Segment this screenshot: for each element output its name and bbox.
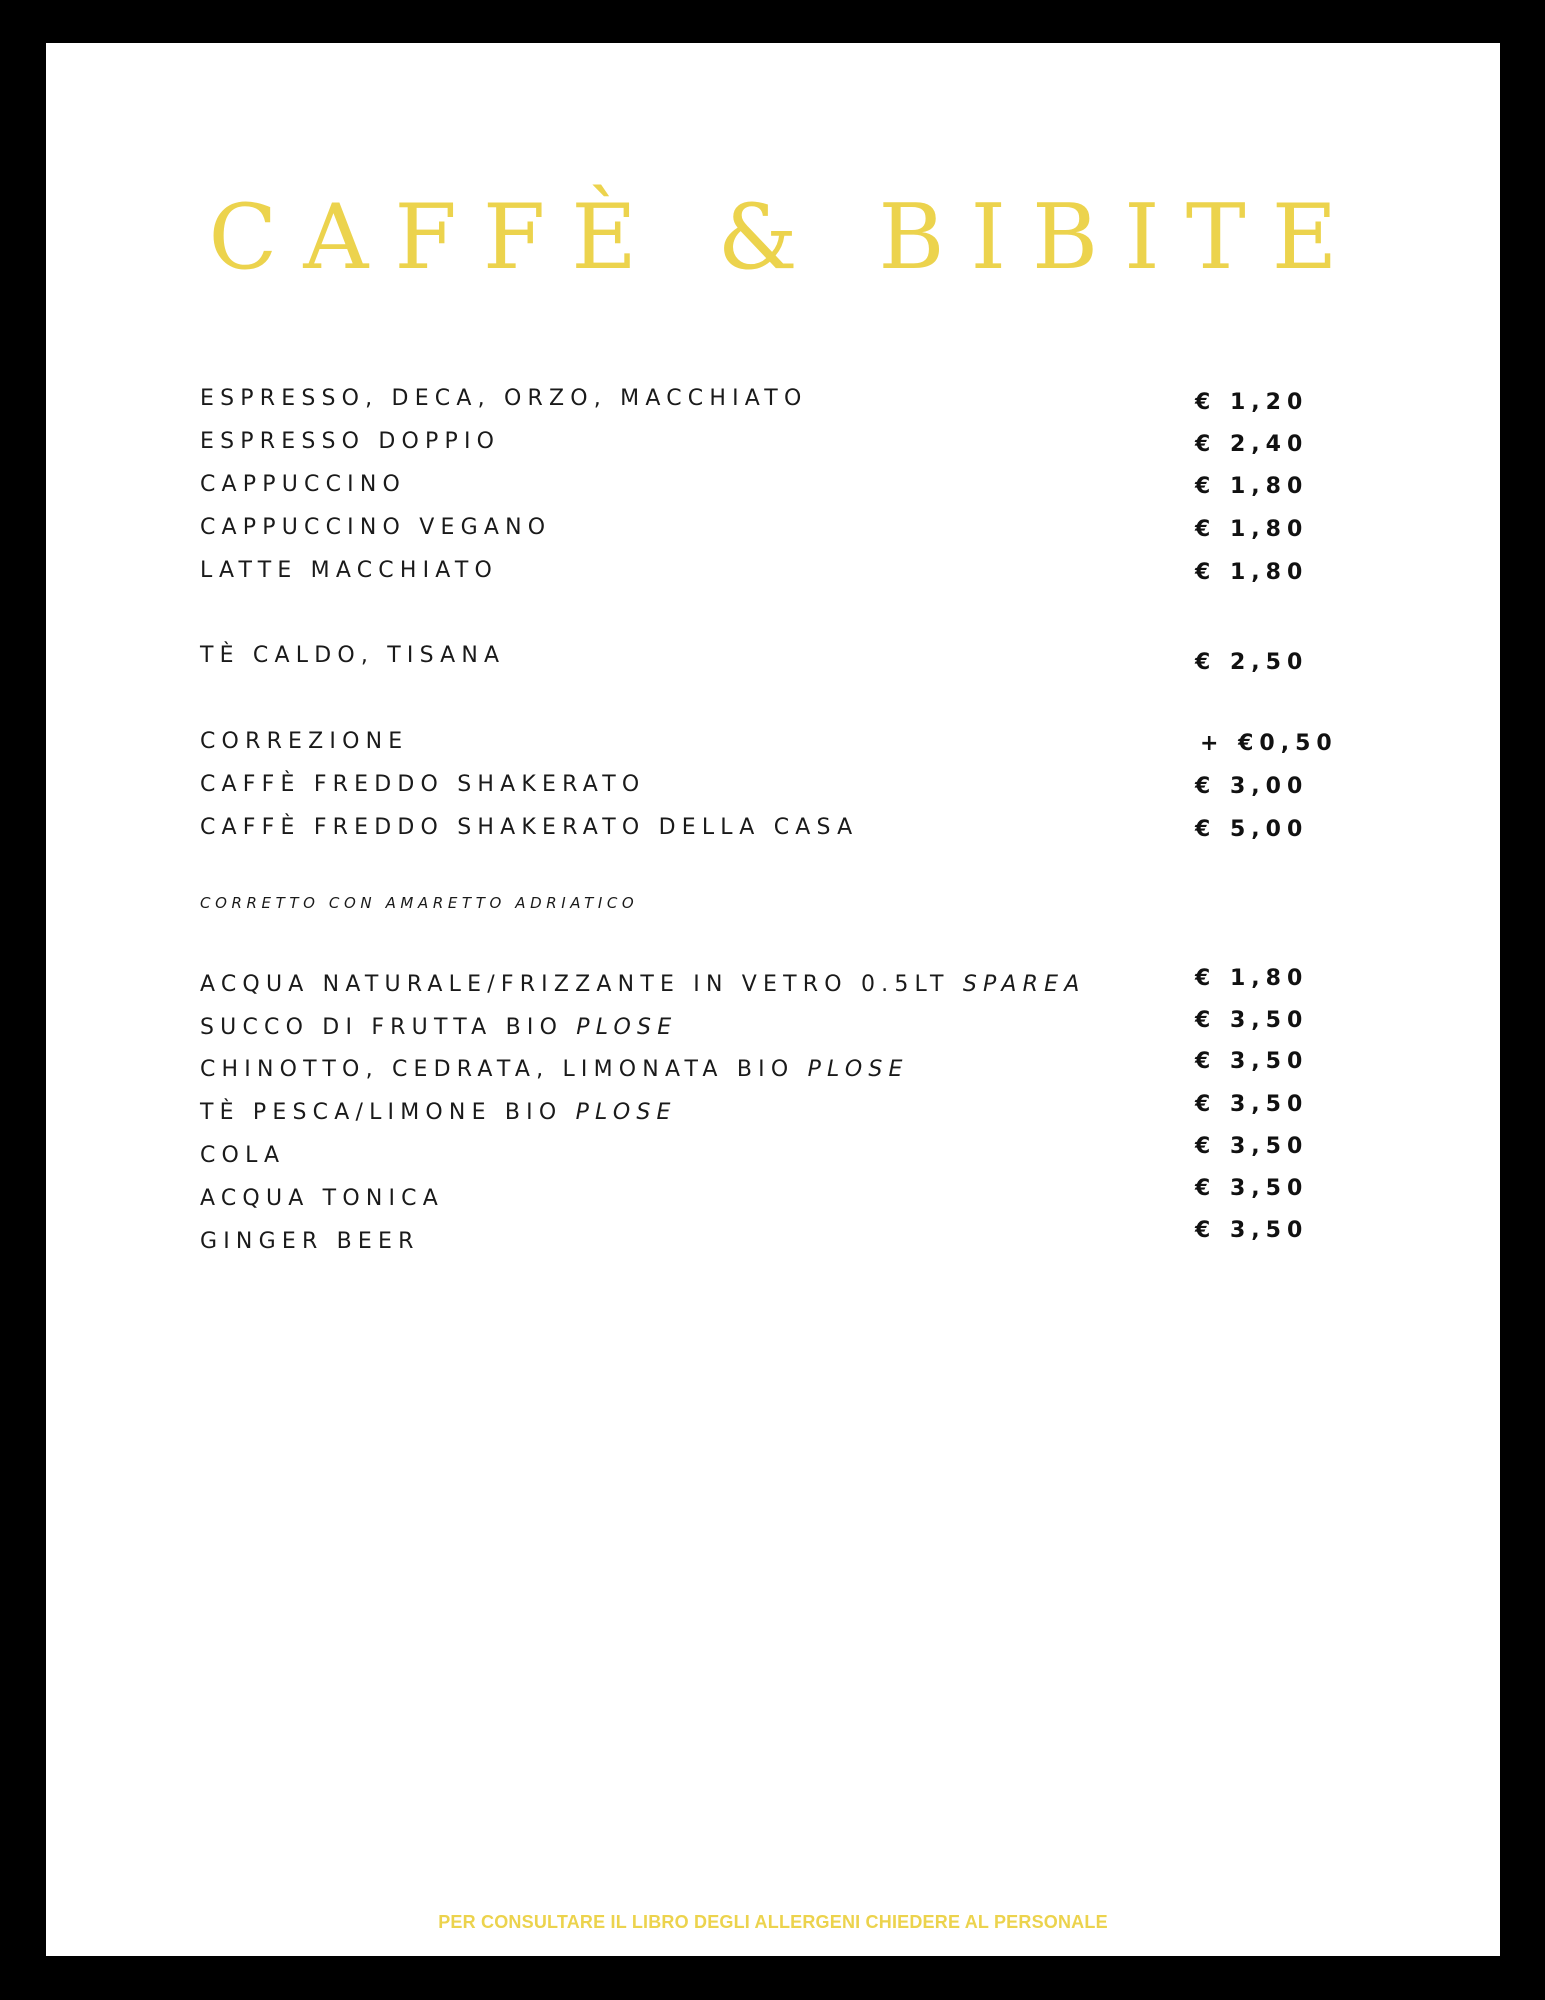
menu-title: CAFFÈ & BIBITE [208, 185, 1364, 290]
menu-list [200, 43, 1360, 1956]
item-name: TÈ CALDO, TISANA [200, 643, 506, 668]
item-price: + €0,50 [1200, 731, 1338, 756]
item-price: € 3,50 [1195, 1092, 1309, 1117]
item-name: SUCCO DI FRUTTA BIO PLOSE [200, 1015, 678, 1040]
menu-item [200, 1218, 1360, 1265]
item-price: € 5,00 [1195, 817, 1309, 842]
item-name: TÈ PESCA/LIMONE BIO PLOSE [200, 1100, 677, 1125]
menu-item [200, 388, 1360, 422]
item-name: CHINOTTO, CEDRATA, LIMONATA BIO PLOSE [200, 1057, 909, 1082]
menu-item [200, 1008, 1360, 1051]
item-brand: SPAREA [962, 972, 1086, 997]
item-price: € 2,40 [1195, 432, 1309, 457]
menu-item [200, 1049, 1360, 1093]
item-price: € 2,50 [1195, 650, 1309, 675]
item-brand: PLOSE [575, 1100, 677, 1125]
allergen-notice: PER CONSULTARE IL LIBRO DEGLI ALLERGENI CHIEDERE AL PERSONALE [438, 1912, 1108, 1932]
menu-item [200, 560, 1360, 594]
item-price: € 1,80 [1195, 517, 1309, 542]
item-name: LATTE MACCHIATO [200, 558, 498, 583]
item-price: € 1,80 [1195, 560, 1309, 585]
item-price: € 3,00 [1195, 774, 1309, 799]
menu-page [46, 43, 1500, 1956]
item-brand: PLOSE [807, 1057, 909, 1082]
item-price: € 1,20 [1195, 390, 1309, 415]
item-price: € 3,50 [1195, 1134, 1309, 1159]
item-price: € 3,50 [1195, 1176, 1309, 1201]
item-name: CAPPUCCINO VEGANO [200, 515, 552, 540]
item-name: ACQUA TONICA [200, 1186, 444, 1211]
item-price: € 1,80 [1195, 474, 1309, 499]
item-note: CORRETTO CON AMARETTO ADRIATICO [200, 894, 639, 912]
item-name: CORREZIONE [200, 729, 409, 754]
menu-item [200, 517, 1360, 551]
menu-item [200, 1134, 1360, 1179]
item-name: ESPRESSO DOPPIO [200, 429, 501, 454]
item-price: € 3,50 [1195, 1049, 1309, 1074]
menu-item [200, 817, 1360, 851]
item-name: GINGER BEER [200, 1229, 420, 1254]
menu-item [200, 645, 1360, 679]
menu-item [200, 431, 1360, 465]
item-name: ESPRESSO, DECA, ORZO, MACCHIATO [200, 386, 808, 411]
menu-item [200, 474, 1360, 508]
menu-item [200, 731, 1360, 765]
menu-item [200, 966, 1360, 1008]
item-brand: PLOSE [576, 1015, 678, 1040]
item-name: COLA [200, 1143, 286, 1168]
menu-item [200, 1176, 1360, 1222]
item-name: ACQUA NATURALE/FRIZZANTE IN VETRO 0.5LT SPAREA [200, 972, 1086, 997]
item-price: € 1,80 [1195, 966, 1309, 991]
item-name: CAFFÈ FREDDO SHAKERATO DELLA CASA [200, 815, 859, 840]
menu-item [200, 774, 1360, 808]
menu-item [200, 1092, 1360, 1136]
item-name: CAFFÈ FREDDO SHAKERATO [200, 772, 646, 797]
item-name: CAPPUCCINO [200, 472, 407, 497]
item-price: € 3,50 [1195, 1008, 1309, 1033]
item-price: € 3,50 [1195, 1218, 1309, 1243]
